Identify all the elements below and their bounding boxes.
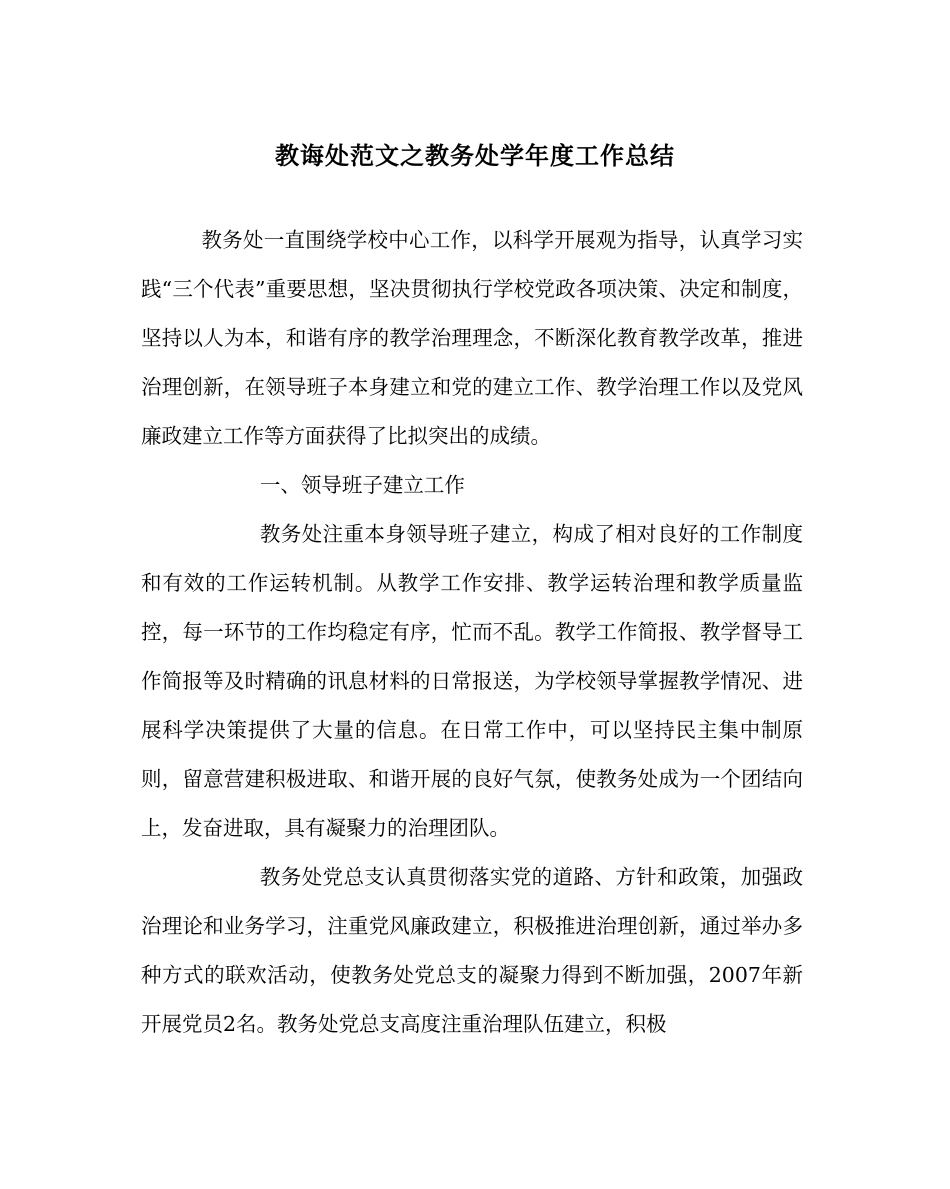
document-title: 教诲处范文之教务处学年度工作总结 bbox=[275, 141, 675, 170]
paragraph-intro: 教务处一直围绕学校中心工作，以科学开展观为指导，认真学习实践“三个代表”重要思想，坚决贯彻执行学校党政各项决策、决定和制度，坚持以人为本，和谐有序的教学治理理念，不断深化教育教学改革，推进治理创新，在领导班子本身建立和党的建立工作、教学治理工作以及党风廉政建立工作等方面获得了比拟突出的成绩。 bbox=[141, 228, 803, 448]
paragraph-party-branch: 教务处党总支认真贯彻落实党的道路、方针和政策，加强政治理论和业务学习，注重党风廉政建立，积极推进治理创新，通过举办多种方式的联欢活动，使教务处党总支的凝聚力得到不断加强，2007年新开展党员2名。教务处党总支高度注重治理队伍建立，积极 bbox=[141, 865, 803, 1036]
document-body bbox=[141, 216, 803, 1049]
paragraph-leadership: 教务处注重本身领导班子建立，构成了相对良好的工作制度和有效的工作运转机制。从教学工作安排、教学运转治理和教学质量监控，每一环节的工作均稳定有序，忙而不乱。教学工作简报、教学督导工作简报等及时精确的讯息材料的日常报送，为学校领导掌握教学情况、进展科学决策提供了大量的信息。在日常工作中，可以坚持民主集中制原则，留意营建积极进取、和谐开展的良好气氛，使教务处成为一个团结向上，发奋进取，具有凝聚力的治理团队。 bbox=[141, 522, 803, 840]
section-heading-leadership: 一、领导班子建立工作 bbox=[259, 473, 465, 497]
